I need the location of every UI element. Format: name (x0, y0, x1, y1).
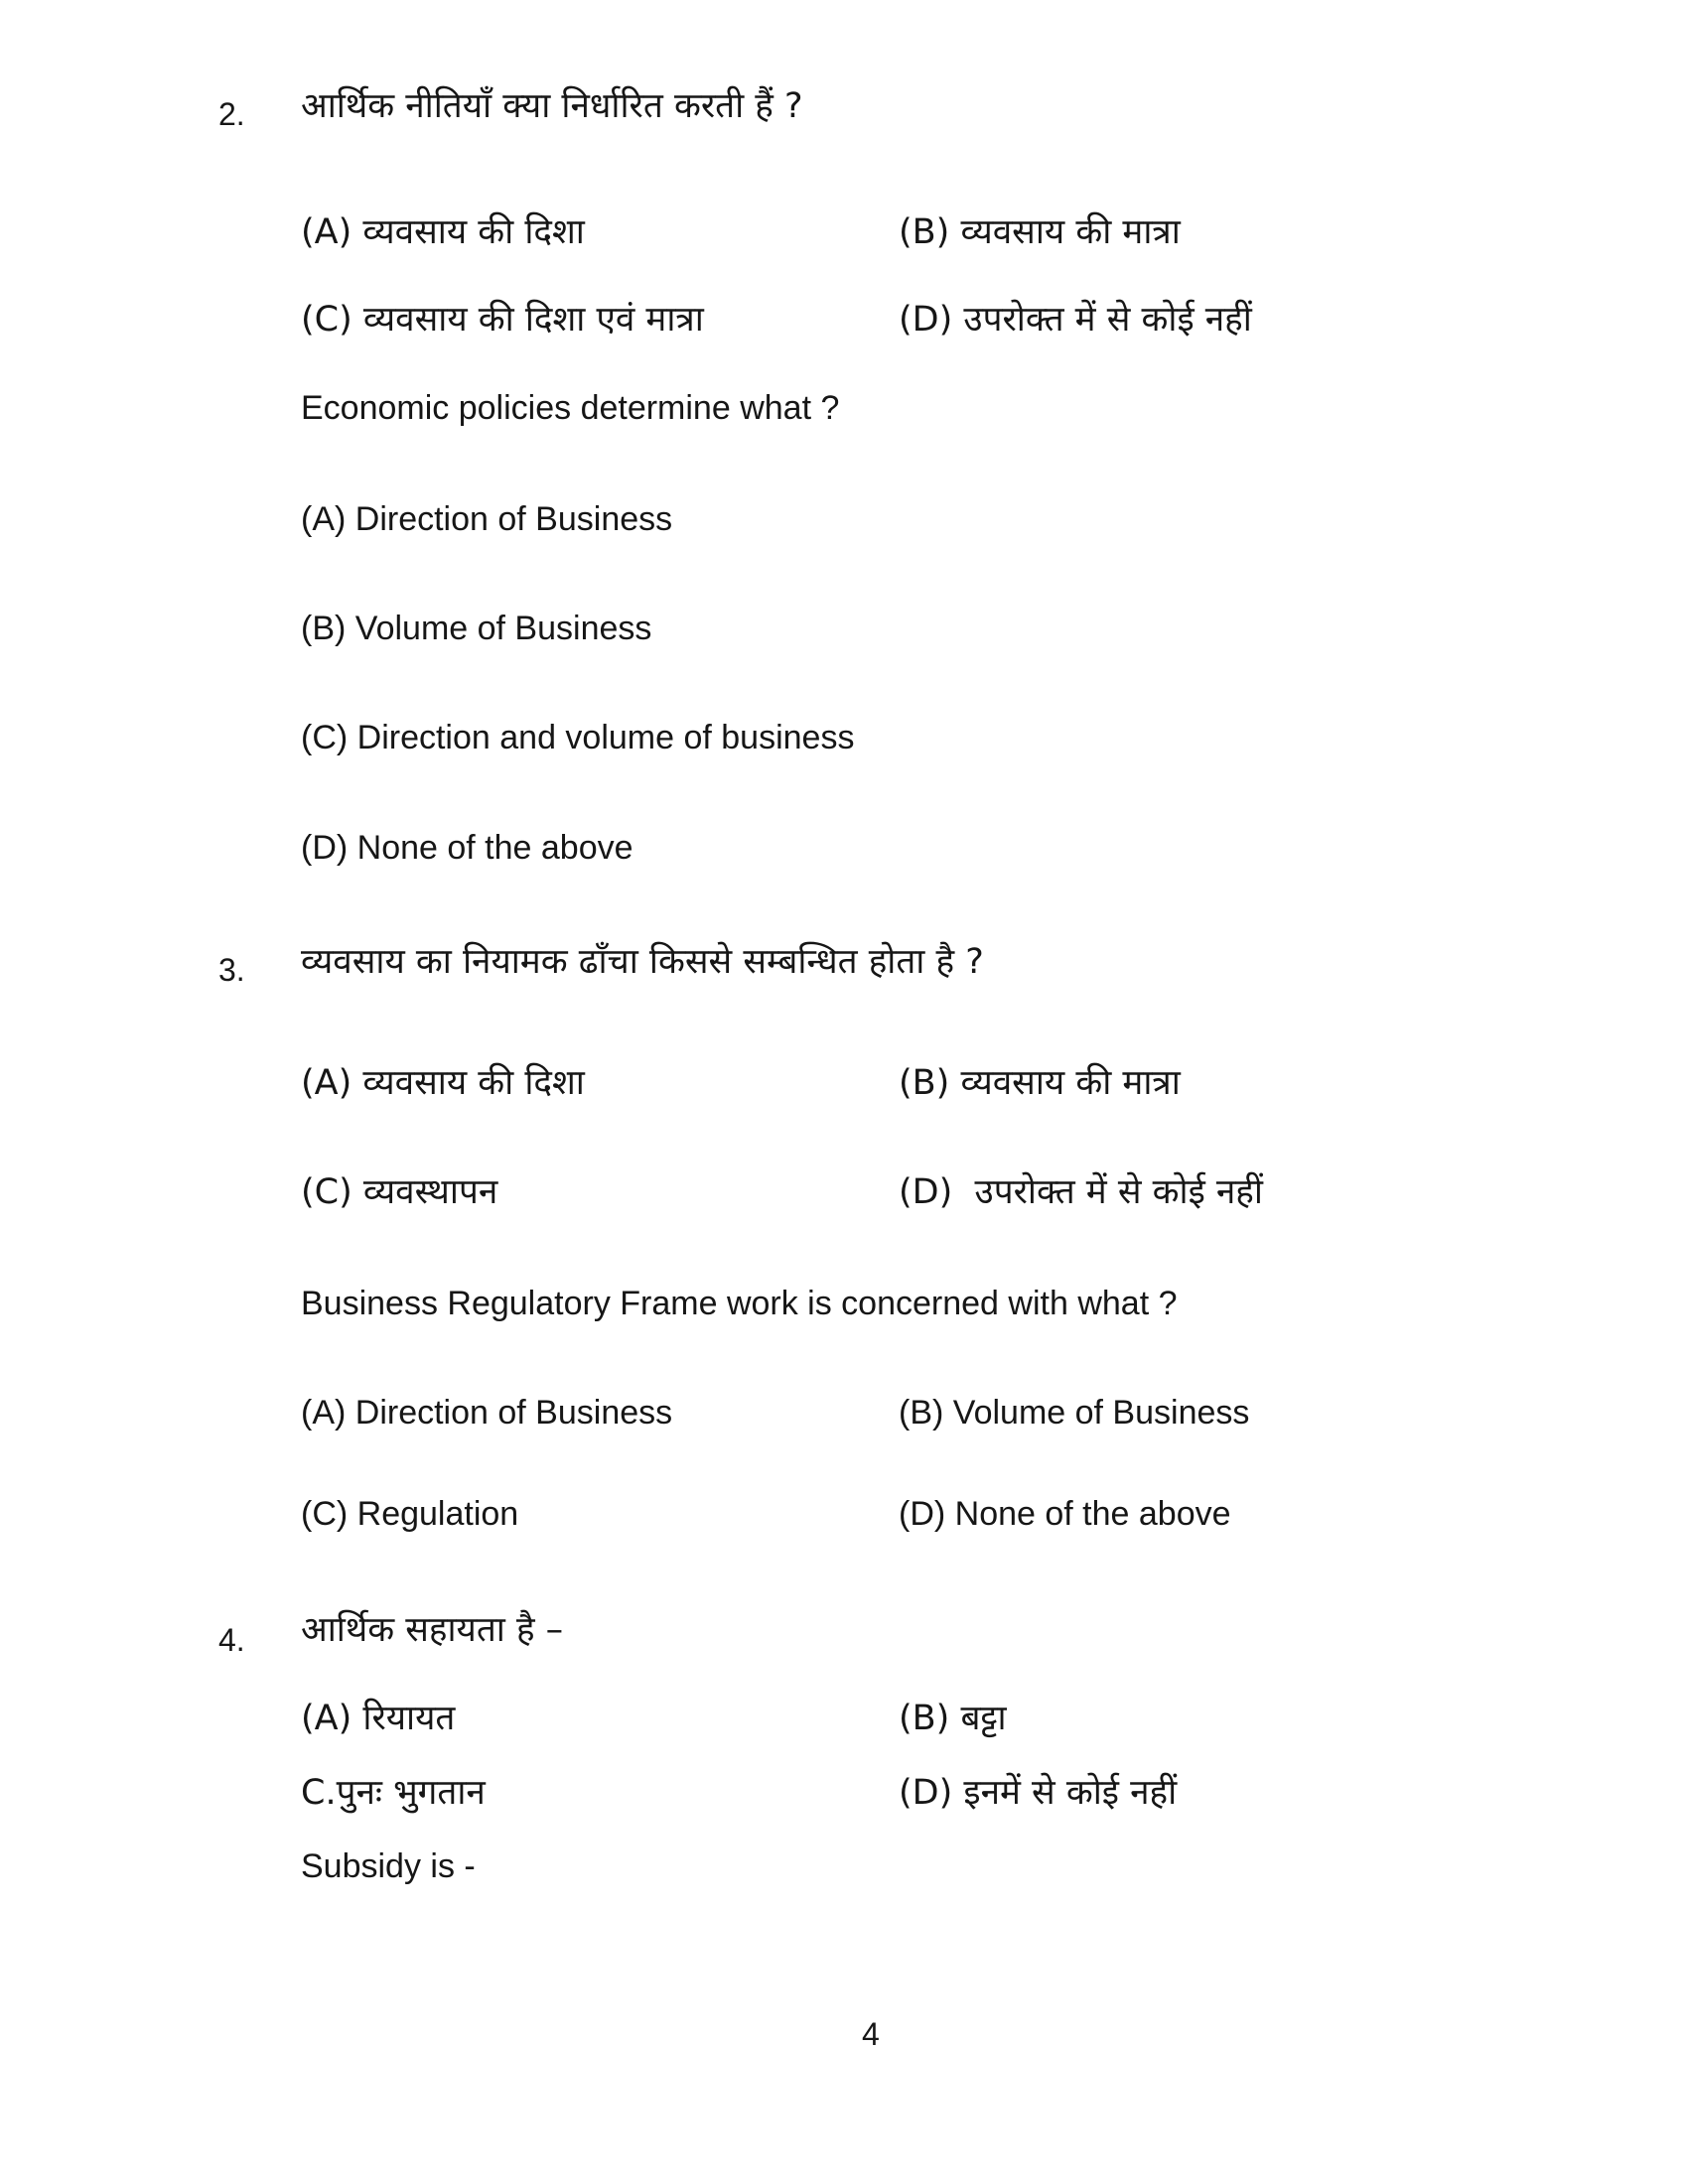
question-3-option-b-english: (B) Volume of Business (899, 1394, 1250, 1432)
question-2-option-d-english: (D) None of the above (301, 829, 633, 867)
question-3-option-d-english: (D) None of the above (899, 1495, 1231, 1533)
question-3-option-c-hindi: (C) व्यवस्थापन (301, 1172, 498, 1212)
question-2-text-hindi: आर्थिक नीतियाँ क्या निर्धारित करती हैं ? (301, 86, 803, 126)
question-2-option-b-hindi: (B) व्यवसाय की मात्रा (899, 212, 1181, 252)
question-3-option-c-english: (C) Regulation (301, 1495, 519, 1533)
question-4-option-a-hindi: (A) रियायत (301, 1699, 456, 1738)
question-3-option-a-english: (A) Direction of Business (301, 1394, 673, 1432)
question-2-number: 2. (218, 96, 245, 132)
question-3-text-hindi: व्यवसाय का नियामक ढाँचा किससे सम्बन्धित होता है ? (301, 942, 984, 982)
question-2-option-b-english: (B) Volume of Business (301, 610, 652, 647)
question-3-option-b-hindi: (B) व्यवसाय की मात्रा (899, 1063, 1181, 1103)
question-3-number: 3. (218, 952, 245, 988)
question-3-text-english: Business Regulatory Frame work is concerned with what ? (301, 1285, 1178, 1322)
question-2-option-a-hindi: (A) व्यवसाय की दिशा (301, 212, 585, 252)
question-4-option-b-hindi: (B) बट्टा (899, 1699, 1007, 1738)
question-4-option-d-hindi: (D) इनमें से कोई नहीं (899, 1773, 1178, 1813)
question-3-option-d-hindi: (D) उपरोक्त में से कोई नहीं (899, 1172, 1263, 1212)
question-2-option-c-hindi: (C) व्यवसाय की दिशा एवं मात्रा (301, 300, 704, 340)
page-number: 4 (862, 2016, 880, 2052)
question-3-option-a-hindi: (A) व्यवसाय की दिशा (301, 1063, 585, 1103)
question-4-text-english: Subsidy is - (301, 1847, 476, 1885)
question-2-option-c-english: (C) Direction and volume of business (301, 719, 855, 756)
question-4-text-hindi: आर्थिक सहायता है – (301, 1610, 564, 1650)
question-4-number: 4. (218, 1622, 245, 1658)
question-2-text-english: Economic policies determine what ? (301, 389, 840, 427)
question-2-option-a-english: (A) Direction of Business (301, 500, 673, 538)
question-2-option-d-hindi: (D) उपरोक्त में से कोई नहीं (899, 300, 1252, 340)
question-4-option-c-hindi: C.पुनः भुगतान (301, 1773, 486, 1813)
